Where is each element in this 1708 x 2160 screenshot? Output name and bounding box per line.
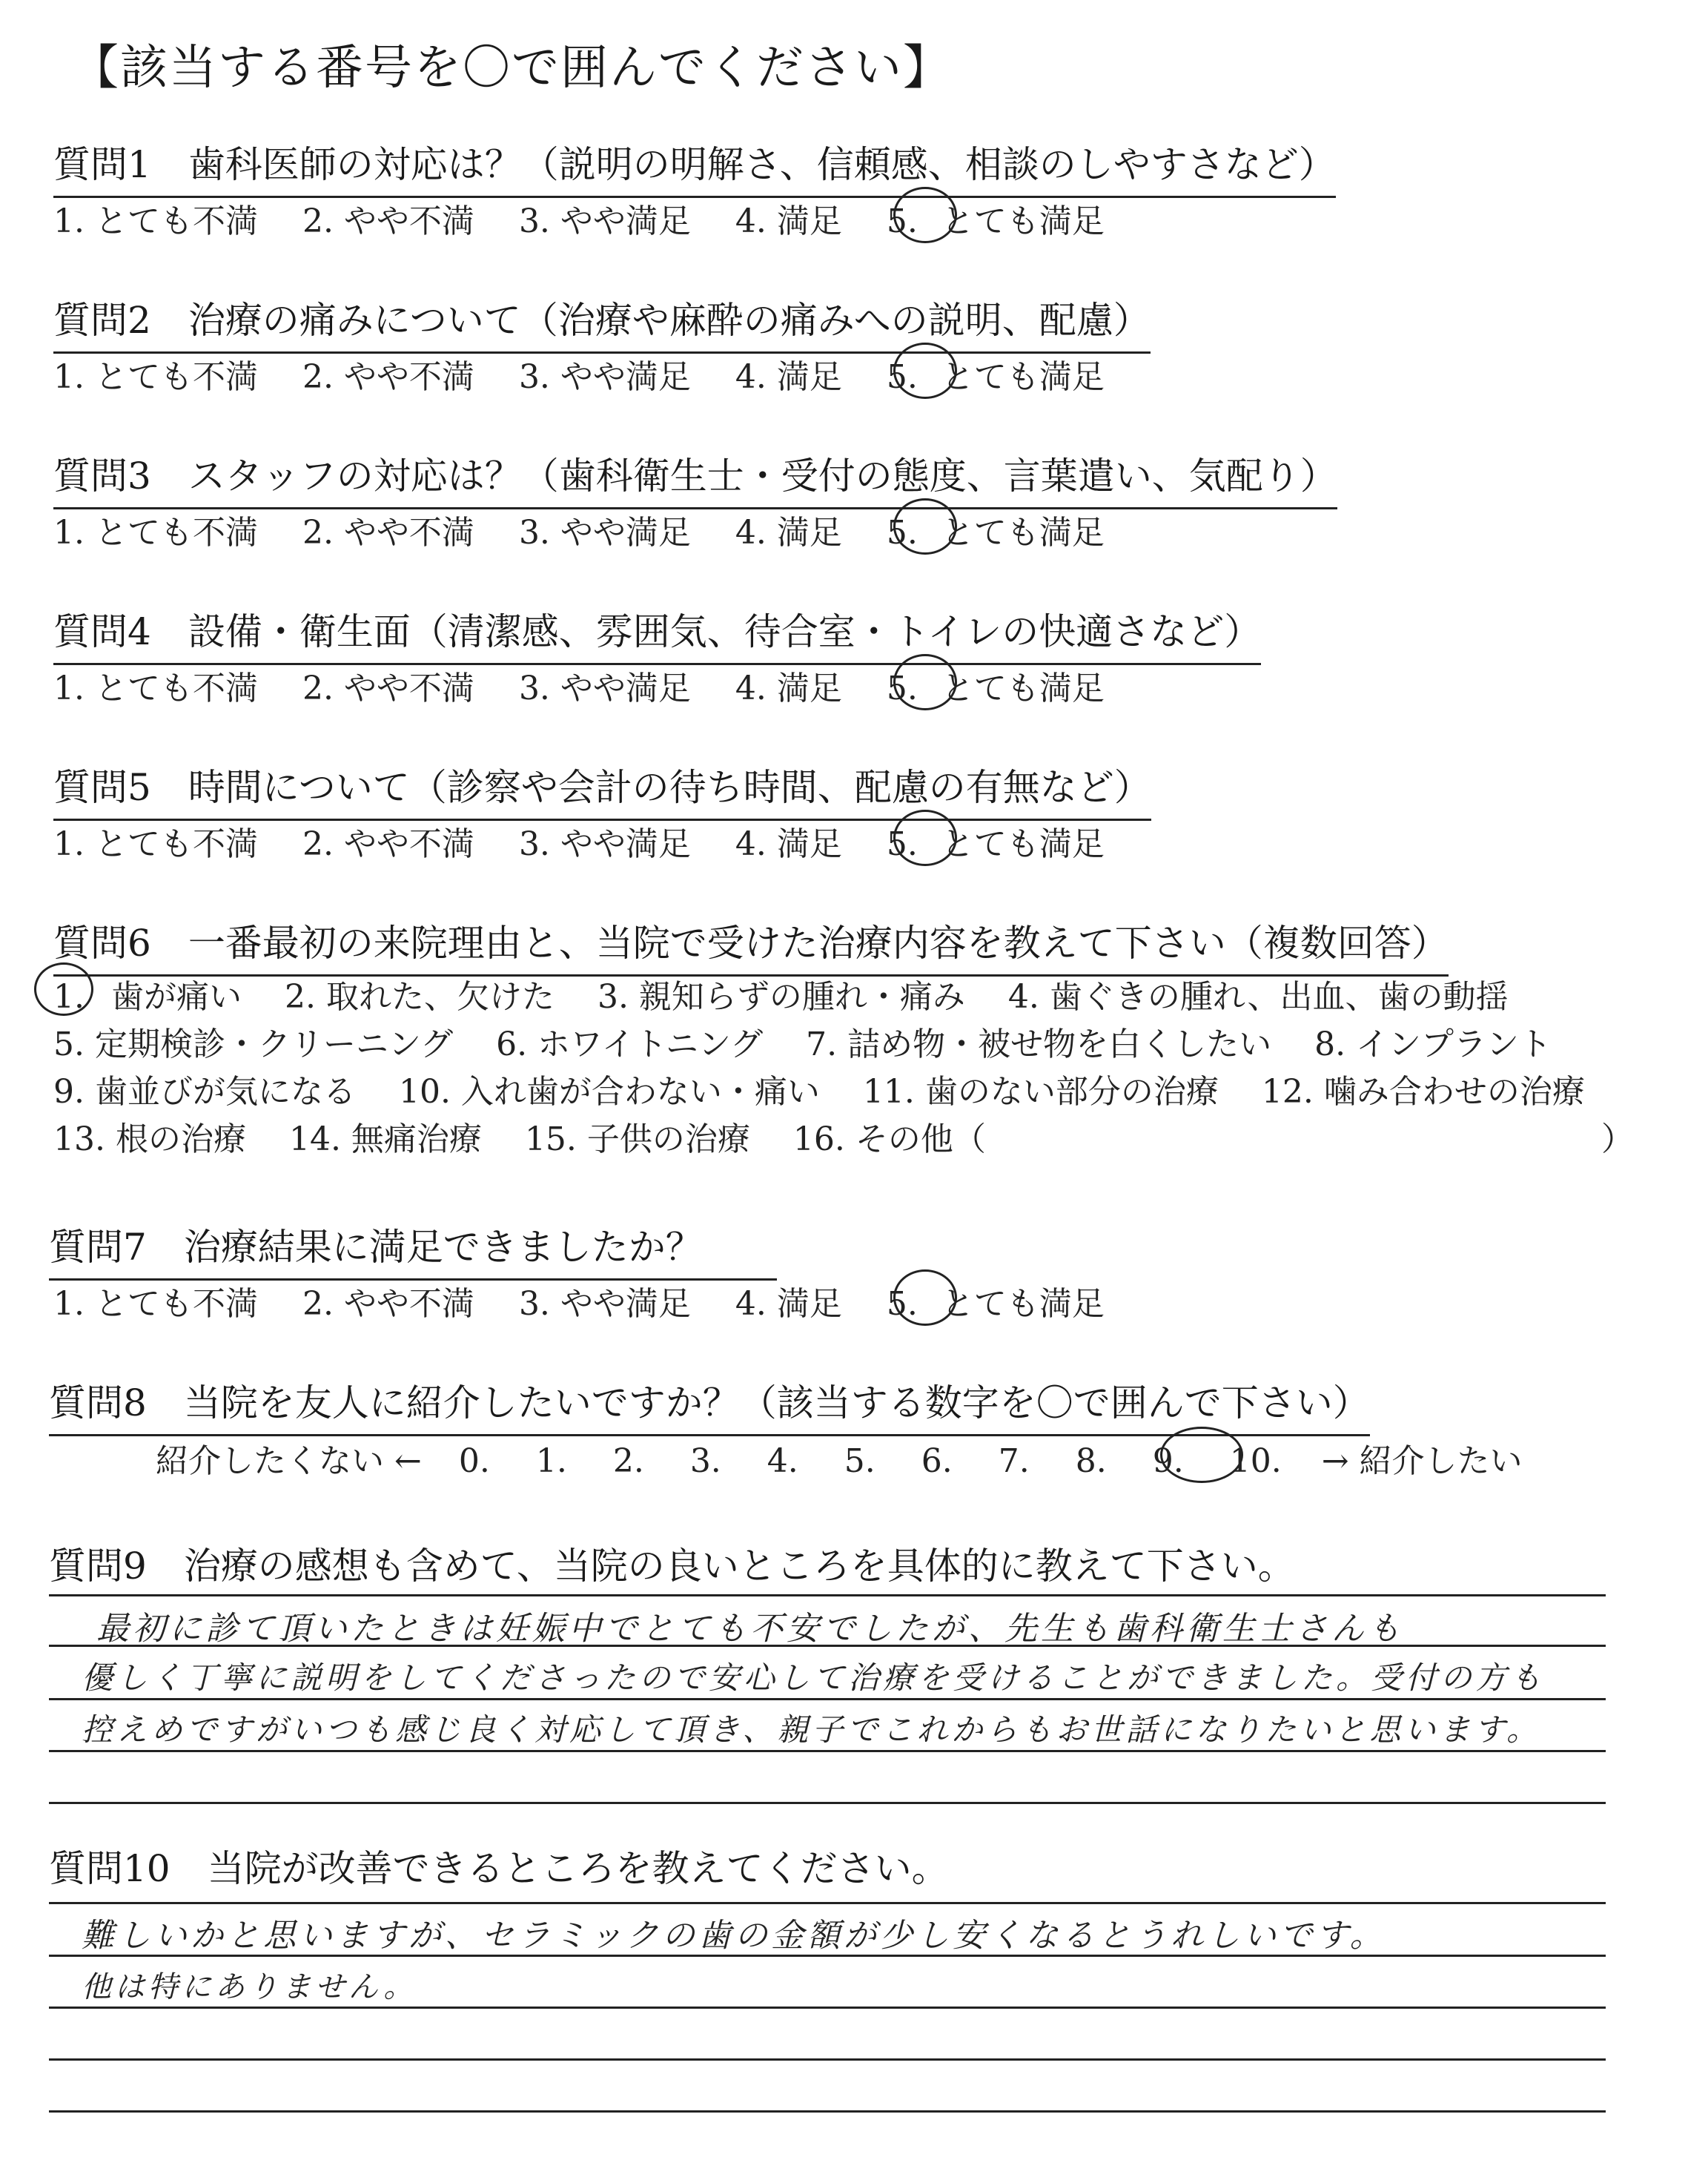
- question-4-label: 質問4: [53, 610, 151, 653]
- option-2[interactable]: 2. 取れた、欠けた: [284, 978, 555, 1016]
- option-somewhat-dissatisfied[interactable]: 2. やや不満: [302, 825, 474, 863]
- option-8[interactable]: 8. インプラント: [1314, 1025, 1552, 1063]
- question-6-options-row-4: [53, 1112, 986, 1160]
- option-very-dissatisfied[interactable]: 1. とても不満: [53, 825, 258, 863]
- answer-line: [49, 1750, 1606, 1752]
- scale-10[interactable]: 10.: [1229, 1442, 1282, 1480]
- option-somewhat-dissatisfied[interactable]: 2. やや不満: [302, 670, 474, 707]
- option-somewhat-satisfied[interactable]: 3. やや満足: [518, 358, 691, 396]
- option-very-dissatisfied[interactable]: 1. とても不満: [53, 514, 258, 552]
- option-9[interactable]: 9. 歯並びが気になる: [53, 1073, 356, 1111]
- scale-2[interactable]: 2.: [612, 1442, 644, 1480]
- option-somewhat-dissatisfied[interactable]: 2. やや不満: [302, 1285, 474, 1323]
- option-7[interactable]: 7. 詰め物・被せ物を白くしたい: [806, 1025, 1272, 1063]
- option-satisfied[interactable]: 4. 満足: [735, 825, 842, 863]
- option-very-satisfied-label: とても満足: [941, 825, 1105, 863]
- option-very-dissatisfied[interactable]: 1. とても不満: [53, 202, 258, 240]
- question-7-heading: [49, 1218, 777, 1281]
- answer-line: [49, 1698, 1606, 1700]
- option-3[interactable]: 3. 親知らずの腫れ・痛み: [597, 978, 965, 1016]
- option-4[interactable]: 4. 歯ぐきの腫れ、出血、歯の動揺: [1007, 978, 1509, 1016]
- option-satisfied[interactable]: 4. 満足: [735, 1285, 842, 1323]
- handwritten-answer-line: 最初に診て頂いたときは妊娠中でとても不安でしたが、先生も歯科衛生士さんも: [96, 1610, 1404, 1648]
- option-somewhat-dissatisfied[interactable]: 2. やや不満: [302, 202, 474, 240]
- scale-3[interactable]: 3.: [689, 1442, 721, 1480]
- scale-6[interactable]: 6.: [921, 1442, 953, 1480]
- option-satisfied[interactable]: 4. 満足: [735, 670, 842, 707]
- scale-8[interactable]: 8.: [1075, 1442, 1107, 1480]
- question-2-label: 質問2: [53, 299, 151, 342]
- question-9-text: 治療の感想も含めて、当院の良いところを具体的に教えて下さい。: [183, 1545, 1295, 1588]
- question-5-text: 時間について（診察や会計の待ち時間、配慮の有無など）: [188, 766, 1151, 809]
- question-7-text: 治療結果に満足できましたか？: [183, 1226, 703, 1269]
- handwritten-answer-line: 難しいかと思いますが、セラミックの歯の金額が少し安くなるとうれしいです。: [82, 1917, 1386, 1955]
- option-very-satisfied-label: とても満足: [941, 202, 1105, 240]
- option-5[interactable]: 5.: [886, 358, 918, 396]
- question-6-text: 一番最初の来院理由と、当院で受けた治療内容を教えて下さい（複数回答）: [188, 922, 1449, 965]
- option-5[interactable]: 5.: [886, 514, 918, 552]
- option-16-close: ）: [1601, 1120, 1634, 1158]
- question-9-label: 質問9: [49, 1545, 147, 1588]
- option-somewhat-satisfied[interactable]: 3. やや満足: [518, 202, 691, 240]
- option-5[interactable]: 5.: [886, 202, 918, 240]
- question-10-text: 当院が改善できるところを教えてください。: [207, 1847, 949, 1890]
- answer-line: [49, 1594, 1606, 1596]
- option-very-dissatisfied[interactable]: 1. とても不満: [53, 358, 258, 396]
- handwritten-answer-line: 控えめですがいつも感じ良く対応して頂き、親子でこれからもお世話になりたいと思います。: [82, 1711, 1541, 1748]
- question-6-options-row-1: [53, 970, 1509, 1017]
- question-4-heading: [53, 602, 1261, 665]
- option-very-satisfied-label: とても満足: [941, 358, 1105, 396]
- option-12[interactable]: 12. 噛み合わせの治療: [1261, 1073, 1585, 1111]
- question-1-label: 質問1: [53, 143, 151, 186]
- option-somewhat-satisfied[interactable]: 3. やや満足: [518, 514, 691, 552]
- option-very-satisfied-label: とても満足: [941, 1285, 1105, 1323]
- question-6-heading: [53, 914, 1449, 977]
- option-11[interactable]: 11. 歯のない部分の治療: [862, 1073, 1219, 1111]
- option-somewhat-satisfied[interactable]: 3. やや満足: [518, 670, 691, 707]
- answer-line: [49, 2007, 1606, 2009]
- question-6-options-row-2: [53, 1017, 1552, 1065]
- question-5-options: [53, 817, 1105, 865]
- question-3-text: スタッフの対応は？（歯科衛生士・受付の態度、言葉遣い、気配り）: [188, 455, 1337, 498]
- option-very-dissatisfied[interactable]: 1. とても不満: [53, 670, 258, 707]
- question-3-heading: [53, 446, 1337, 509]
- scale-left-label: 紹介したくない ←: [156, 1442, 422, 1480]
- answer-line: [49, 2110, 1606, 2113]
- question-8-text: 当院を友人に紹介したいですか？（該当する数字を〇で囲んで下さい）: [183, 1381, 1370, 1424]
- question-10-heading: [49, 1839, 949, 1892]
- answer-line: [49, 1802, 1606, 1804]
- option-very-dissatisfied[interactable]: 1. とても不満: [53, 1285, 258, 1323]
- option-somewhat-satisfied[interactable]: 3. やや満足: [518, 1285, 691, 1323]
- answer-line: [49, 1902, 1606, 1904]
- question-8-label: 質問8: [49, 1381, 147, 1424]
- question-1-options: [53, 194, 1105, 242]
- option-somewhat-dissatisfied[interactable]: 2. やや不満: [302, 514, 474, 552]
- option-satisfied[interactable]: 4. 満足: [735, 514, 842, 552]
- question-6-options-row-3: [53, 1065, 1585, 1112]
- option-1-label: 歯が痛い: [110, 978, 242, 1016]
- question-7-options: [53, 1277, 1105, 1324]
- question-2-options: [53, 350, 1105, 397]
- scale-right-label: → 紹介したい: [1321, 1442, 1523, 1480]
- scale-5[interactable]: 5.: [844, 1442, 875, 1480]
- question-1-heading: [53, 135, 1336, 198]
- option-1[interactable]: 1.: [53, 978, 85, 1016]
- question-3-label: 質問3: [53, 455, 151, 498]
- option-very-satisfied-label: とても満足: [941, 670, 1105, 707]
- question-1-text: 歯科医師の対応は？（説明の明解さ、信頼感、相談のしやすさなど）: [188, 143, 1336, 186]
- question-7-label: 質問7: [49, 1226, 147, 1269]
- option-5[interactable]: 5.: [886, 1285, 918, 1323]
- option-5[interactable]: 5. 定期検診・クリーニング: [53, 1025, 454, 1063]
- page-title: 【該当する番号を〇で囲んでください】: [71, 41, 952, 96]
- question-5-heading: [53, 758, 1151, 821]
- answer-line: [49, 2058, 1606, 2061]
- handwritten-answer-line: 他は特にありません。: [82, 1970, 417, 2004]
- scale-4[interactable]: 4.: [767, 1442, 798, 1480]
- handwritten-answer-line: 優しく丁寧に説明をしてくださったので安心して治療を受けることができました。受付の方も: [82, 1659, 1546, 1696]
- option-13[interactable]: 13. 根の治療: [53, 1120, 246, 1158]
- option-satisfied[interactable]: 4. 満足: [735, 202, 842, 240]
- option-10[interactable]: 10. 入れ歯が合わない・痛い: [398, 1073, 820, 1111]
- question-8-scale: [156, 1434, 1523, 1482]
- question-4-text: 設備・衛生面（清潔感、雰囲気、待合室・トイレの快適さなど）: [188, 610, 1262, 653]
- question-6-label: 質問6: [53, 922, 151, 965]
- scale-9[interactable]: 9.: [1152, 1442, 1184, 1480]
- question-2-heading: [53, 291, 1151, 354]
- option-6[interactable]: 6. ホワイトニング: [496, 1025, 764, 1063]
- scale-0[interactable]: 0.: [458, 1442, 490, 1480]
- question-4-options: [53, 661, 1105, 709]
- option-16[interactable]: 16. その他（: [792, 1120, 986, 1158]
- question-9-heading: [49, 1536, 1295, 1590]
- scale-7[interactable]: 7.: [998, 1442, 1030, 1480]
- option-5[interactable]: 5.: [886, 825, 918, 863]
- question-3-options: [53, 506, 1105, 553]
- option-somewhat-satisfied[interactable]: 3. やや満足: [518, 825, 691, 863]
- question-8-heading: [49, 1373, 1370, 1436]
- option-5[interactable]: 5.: [886, 670, 918, 707]
- scale-1[interactable]: 1.: [535, 1442, 567, 1480]
- option-14[interactable]: 14. 無痛治療: [288, 1120, 482, 1158]
- option-very-satisfied-label: とても満足: [941, 514, 1105, 552]
- question-2-text: 治療の痛みについて（治療や麻酔の痛みへの説明、配慮）: [188, 299, 1151, 342]
- option-satisfied[interactable]: 4. 満足: [735, 358, 842, 396]
- option-somewhat-dissatisfied[interactable]: 2. やや不満: [302, 358, 474, 396]
- question-10-label: 質問10: [49, 1847, 171, 1890]
- option-15[interactable]: 15. 子供の治療: [524, 1120, 750, 1158]
- question-5-label: 質問5: [53, 766, 151, 809]
